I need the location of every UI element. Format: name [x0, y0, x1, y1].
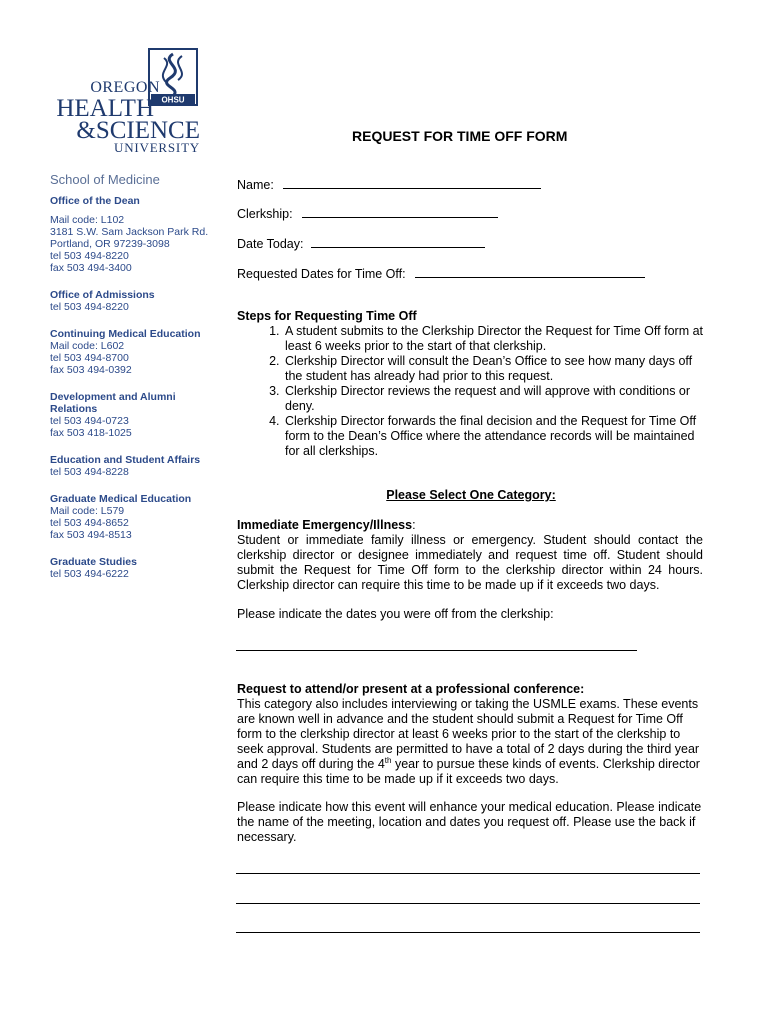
graduate-tel: tel 503 494-6222: [50, 568, 129, 580]
logo-university: UNIVERSITY: [114, 140, 200, 155]
conference-title: Request to attend/or present at a professional conference:: [237, 682, 585, 696]
gme-heading: Graduate Medical Education: [50, 493, 192, 505]
dean-address2: Portland, OR 97239-3098: [50, 238, 170, 250]
date-today-label: Date Today:: [237, 237, 304, 251]
emergency-prompt: Please indicate the dates you were off from the clerkship:: [237, 607, 554, 621]
ohsu-badge: OHSU: [161, 95, 185, 105]
ohsu-logo: [44, 44, 200, 155]
step-item-4: 4. Clerkship Director forwards the final decision and the Request for Time Off form to the Dean’s Office where the attendance records will be maintained for all clerkships.: [283, 414, 705, 459]
conference-body-sup: th: [384, 755, 392, 765]
admissions-heading: Office of Admissions: [50, 289, 155, 301]
clerkship-label: Clerkship:: [237, 207, 293, 221]
logo-science: &SCIENCE: [76, 117, 200, 144]
cme-mail: Mail code: L602: [50, 340, 125, 352]
sidebar-development: [50, 391, 176, 439]
education-tel: tel 503 494-8228: [50, 466, 129, 478]
category-heading: Please Select One Category:: [386, 488, 556, 502]
cme-heading: Continuing Medical Education: [50, 328, 201, 340]
sidebar-dean: [50, 195, 208, 274]
sidebar-graduate: [50, 556, 137, 580]
clerkship-line[interactable]: [302, 205, 498, 218]
development-fax: fax 503 418-1025: [50, 427, 132, 439]
dean-address1: 3181 S.W. Sam Jackson Park Rd.: [50, 226, 209, 238]
sidebar-gme: [50, 493, 191, 541]
form-title: REQUEST FOR TIME OFF FORM: [352, 128, 568, 144]
admissions-tel: tel 503 494-8220: [50, 301, 129, 313]
name-label: Name:: [237, 178, 274, 192]
gme-fax: fax 503 494-8513: [50, 529, 132, 541]
conference-body-part2: year to pursue these kinds of events. Clerkship director can require this time to be made up if it exceeds two days.: [237, 757, 700, 786]
dean-fax: fax 503 494-3400: [50, 262, 132, 274]
logo-oregon: OREGON: [90, 79, 160, 96]
clerkship-field: [237, 205, 498, 221]
conference-body-part1: This category also includes interviewing or taking the USMLE exams. These events are known well in advance and the student should submit a Request for Time Off form to the clerkship director at least 6 weeks prior to the start of the clerkship to seek approval. Students are permitted to have a total of 2 days during the third year and 2 days off during the 4: [237, 697, 700, 771]
conference-answer-line-3[interactable]: [236, 932, 700, 933]
step-item-3: 3. Clerkship Director reviews the request and will approve with conditions or deny.: [283, 384, 705, 414]
graduate-heading: Graduate Studies: [50, 556, 137, 568]
gme-tel: tel 503 494-8652: [50, 517, 129, 529]
steps-list: [237, 324, 705, 459]
school-of-medicine: School of Medicine: [50, 172, 160, 187]
requested-dates-field: [237, 265, 645, 281]
education-heading: Education and Student Affairs: [50, 454, 201, 466]
development-tel: tel 503 494-0723: [50, 415, 129, 427]
emergency-dates-line[interactable]: [236, 650, 637, 651]
dean-mail: Mail code: L102: [50, 214, 125, 226]
sidebar-education: [50, 454, 200, 478]
step-item-2: 2. Clerkship Director will consult the Dean’s Office to see how many days off the student has already had prior to this request.: [283, 354, 705, 384]
emergency-title-colon: :: [412, 518, 416, 532]
sidebar-admissions: [50, 289, 155, 313]
development-heading1: Development and Alumni: [50, 391, 176, 403]
ohsu-emblem-icon: [148, 48, 198, 106]
sidebar-cme: [50, 328, 201, 376]
conference-body: [237, 697, 703, 787]
requested-dates-label: Requested Dates for Time Off:: [237, 267, 406, 281]
step-item-1: 1. A student submits to the Clerkship Director the Request for Time Off form at least 6 weeks prior to the start of that clerkship.: [283, 324, 705, 354]
gme-mail: Mail code: L579: [50, 505, 125, 517]
cme-tel: tel 503 494-8700: [50, 352, 129, 364]
name-field: [237, 176, 541, 192]
conference-prompt: Please indicate how this event will enhance your medical education. Please indicate the name of the meeting, location and dates you request off. Please use the back if necessary.: [237, 800, 702, 844]
date-today-field: [237, 235, 485, 251]
date-today-line[interactable]: [311, 235, 485, 248]
emergency-title-text: Immediate Emergency/Illness: [237, 518, 413, 532]
emergency-title: [237, 518, 416, 533]
dean-tel: tel 503 494-8220: [50, 250, 129, 262]
conference-answer-line-2[interactable]: [236, 903, 700, 904]
logo-health: HEALTH: [56, 95, 154, 122]
steps-heading: Steps for Requesting Time Off: [237, 309, 417, 323]
name-line[interactable]: [283, 176, 541, 189]
cme-fax: fax 503 494-0392: [50, 364, 132, 376]
dean-heading: Office of the Dean: [50, 195, 140, 207]
emergency-body: Student or immediate family illness or emergency. Student should contact the clerkship director or designee immediately and request time off. Student should submit the Request for Time Off form to the clerkship director within 24 hours. Clerkship director can require this time to be made up if it exceeds two days.: [237, 533, 703, 592]
development-heading2: Relations: [50, 403, 98, 415]
requested-dates-line[interactable]: [415, 265, 645, 278]
conference-answer-line-1[interactable]: [236, 873, 700, 874]
